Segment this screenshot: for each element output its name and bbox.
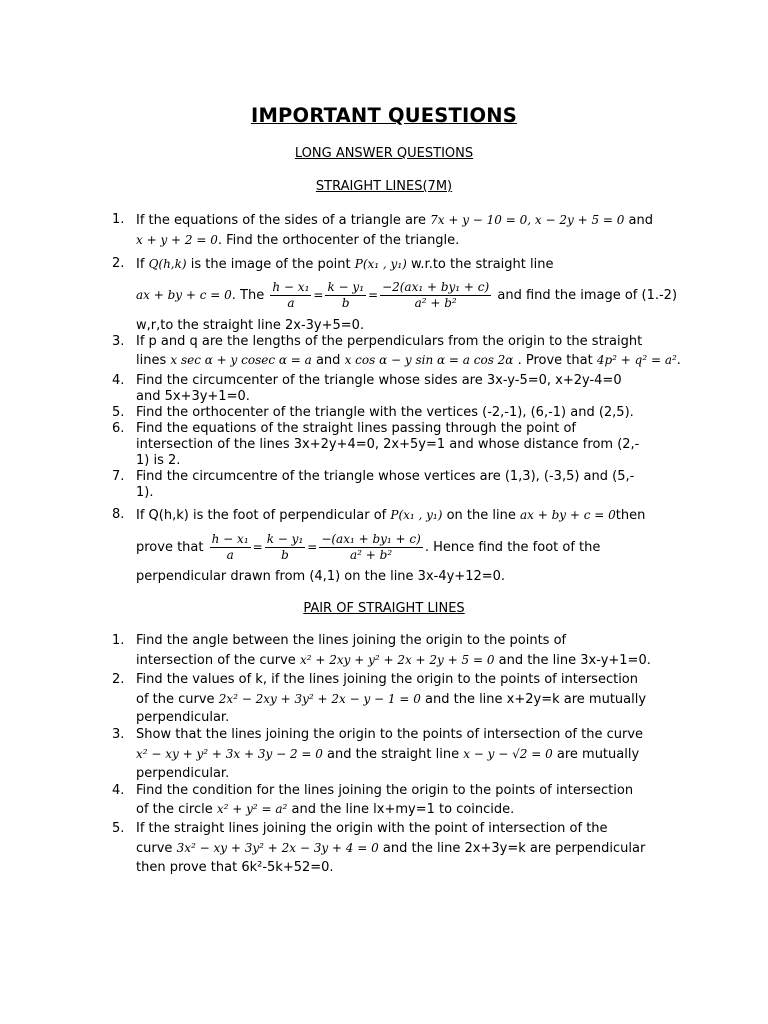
q8-fraction-1: $\frac{\text{h − x₁}}{a}$	[211, 532, 249, 562]
p2-line-3: perpendicular.	[136, 710, 230, 725]
q1-line-2: x + y + 2 = 0. Find the orthocenter of the triangle.	[136, 233, 460, 248]
q8-line-3: perpendicular drawn from (4,1) on the line 3x-4y+12=0.	[136, 569, 506, 584]
p3-number: 3.	[112, 727, 125, 742]
p5-number: 5.	[112, 821, 125, 836]
q4-line-1: Find the circumcenter of the triangle whose sides are 3x-y-5=0, x+2y-4=0	[136, 373, 622, 388]
q4-number: 4.	[112, 373, 125, 388]
q2-number: 2.	[112, 256, 125, 271]
q2-fraction-1: $\frac{\text{h − x₁}}{a}$	[272, 280, 310, 310]
q2-line-2: ax + by + c = 0. The $\frac{\text{h − x₁}}{a}$ = $\frac{\text{k − y₁}}{b}$ = $\frac{\text{−2(ax₁ + by₁ + c)}}{\text{a² + b²}}$ and find the image of (1.-2)	[136, 280, 678, 310]
q3-number: 3.	[112, 334, 125, 349]
q1-equations: 7x + y − 10 = 0, x − 2y + 5 = 0	[430, 213, 625, 227]
q6-line-1: Find the equations of the straight lines passing through the point of	[136, 421, 577, 436]
q6-line-2: intersection of the lines 3x+2y+4=0, 2x+5y=1 and whose distance from (2,-	[136, 437, 640, 452]
q2-line-3: w,r,to the straight line 2x-3y+5=0.	[136, 318, 365, 333]
long-answer-heading: LONG ANSWER QUESTIONS	[294, 146, 474, 161]
p5-line-1: If the straight lines joining the origin with the point of intersection of the	[136, 821, 608, 836]
q5-line-1: Find the orthocenter of the triangle with the vertices (-2,-1), (6,-1) and (2,5).	[136, 405, 634, 420]
p4-line-1: Find the condition for the lines joining the origin to the points of intersection	[136, 783, 634, 798]
p2-line-2: of the curve 2x² − 2xy + 3y² + 2x − y − 1 = 0 and the line x+2y=k are mutually	[136, 692, 647, 707]
p2-line-1: Find the values of k, if the lines joining the origin to the points of intersection	[136, 672, 639, 687]
page-title: IMPORTANT QUESTIONS	[250, 104, 518, 127]
straight-lines-heading: STRAIGHT LINES(7M)	[315, 179, 453, 194]
q1-equation-3: x + y + 2 = 0	[136, 233, 218, 247]
pair-lines-heading: PAIR OF STRAIGHT LINES	[303, 601, 465, 616]
p1-line-1: Find the angle between the lines joining the origin to the points of	[136, 633, 567, 648]
p3-line-3: perpendicular.	[136, 766, 230, 781]
q5-number: 5.	[112, 405, 125, 420]
p5-line-2: curve 3x² − xy + 3y² + 2x − 3y + 4 = 0 and the line 2x+3y=k are perpendicular	[136, 841, 646, 856]
q7-number: 7.	[112, 469, 125, 484]
q8-line-2: prove that $\frac{\text{h − x₁}}{a}$ = $\frac{\text{k − y₁}}{b}$ = $\frac{\text{−(ax₁ + by₁ + c)}}{\text{a² + b²}}$ . Hence find the foot of the	[136, 532, 601, 562]
q3-line-2: lines x sec α + y cosec α = a and x cos α − y sin α = a cos 2α . Prove that 4p² + q² = a².	[136, 353, 681, 368]
p1-line-2: intersection of the curve x² + 2xy + y² + 2x + 2y + 5 = 0 and the line 3x-y+1=0.	[136, 653, 651, 668]
p1-number: 1.	[112, 633, 125, 648]
q2-fraction-2: $\frac{\text{k − y₁}}{b}$	[327, 280, 364, 310]
p4-line-2: of the circle x² + y² = a² and the line lx+my=1 to coincide.	[136, 802, 515, 817]
q3-line-1: If p and q are the lengths of the perpendiculars from the origin to the straight	[136, 334, 643, 349]
p5-line-3: then prove that 6k²-5k+52=0.	[136, 860, 334, 875]
q6-number: 6.	[112, 421, 125, 436]
q2-line-1: If Q(h,k) is the image of the point P(x₁ , y₁) w.r.to the straight line	[136, 257, 554, 272]
p2-number: 2.	[112, 672, 125, 687]
p4-number: 4.	[112, 783, 125, 798]
q8-fraction-2: $\frac{\text{k − y₁}}{b}$	[266, 532, 304, 562]
p3-line-2: x² − xy + y² + 3x + 3y − 2 = 0 and the straight line x − y − √2 = 0 are mutually	[136, 747, 640, 762]
q8-number: 8.	[112, 507, 125, 522]
q1-number: 1.	[112, 212, 125, 227]
q2-fraction-3: $\frac{\text{−2(ax₁ + by₁ + c)}}{\text{a² + b²}}$	[382, 280, 490, 310]
q4-line-2: and 5x+3y+1=0.	[136, 389, 250, 404]
q6-line-3: 1) is 2.	[136, 453, 181, 468]
q8-fraction-3: $\frac{\text{−(ax₁ + by₁ + c)}}{\text{a² + b²}}$	[321, 532, 421, 562]
p3-line-1: Show that the lines joining the origin to the points of intersection of the curve	[136, 727, 644, 742]
q1-line-1: If the equations of the sides of a triangle are 7x + y − 10 = 0, x − 2y + 5 = 0 and	[136, 213, 654, 228]
q7-line-2: 1).	[136, 485, 154, 500]
q7-line-1: Find the circumcentre of the triangle whose vertices are (1,3), (-3,5) and (5,-	[136, 469, 635, 484]
q8-line-1: If Q(h,k) is the foot of perpendicular of P(x₁ , y₁) on the line ax + by + c = 0then	[136, 508, 646, 523]
